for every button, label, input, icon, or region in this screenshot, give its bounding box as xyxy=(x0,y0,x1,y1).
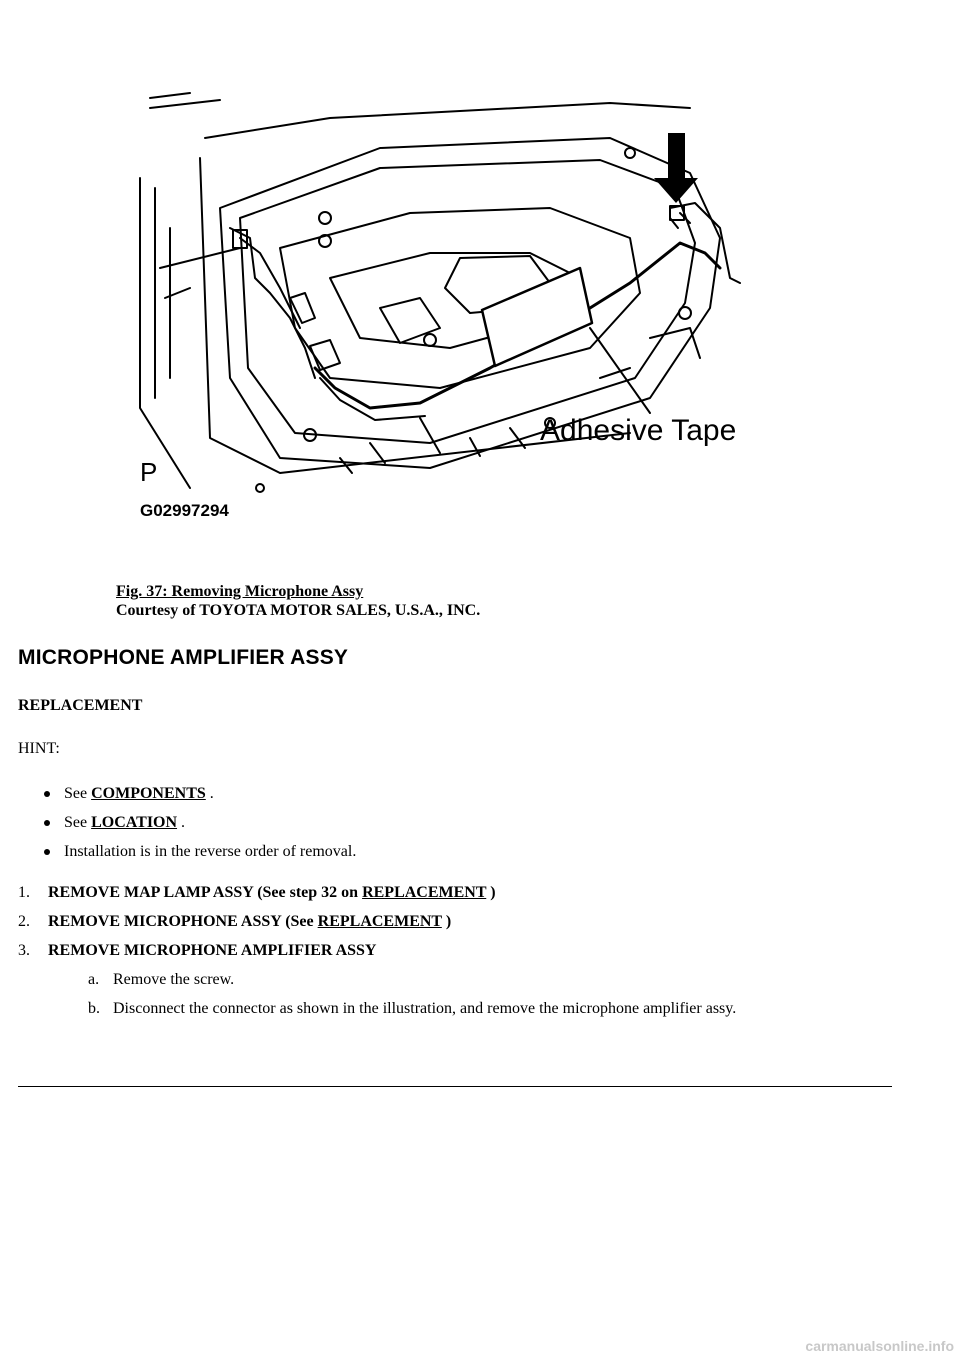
callout-label: Adhesive Tape xyxy=(540,414,737,447)
arrow-down-icon xyxy=(654,133,698,203)
location-link[interactable]: LOCATION xyxy=(91,814,178,831)
horizontal-divider xyxy=(18,1086,892,1087)
list-item: Installation is in the reverse order of removal. xyxy=(44,842,356,871)
bullet-icon xyxy=(44,791,50,797)
step-item: 3. REMOVE MICROPHONE AMPLIFIER ASSY xyxy=(18,942,377,959)
step-item: 1. REMOVE MAP LAMP ASSY (See step 32 on REPLACEMENT ) xyxy=(18,884,496,901)
bullet-icon xyxy=(44,849,50,855)
replacement-link[interactable]: REPLACEMENT xyxy=(362,884,487,901)
corner-label: P xyxy=(140,457,158,487)
list-item: See LOCATION . xyxy=(44,813,356,842)
list-item: See COMPONENTS . xyxy=(44,784,356,813)
figure-caption xyxy=(116,582,480,620)
figure-code: G02997294 xyxy=(140,501,229,520)
substep-item: b. Disconnect the connector as shown in the illustration, and remove the microphone amplifier assy. xyxy=(88,1000,737,1017)
bullet-icon xyxy=(44,820,50,826)
watermark: carmanualsonline.info xyxy=(805,1338,954,1354)
illustration-figure xyxy=(130,78,760,528)
hint-list xyxy=(44,784,356,871)
substep-item: a. Remove the screw. xyxy=(88,971,235,988)
section-title: MICROPHONE AMPLIFIER ASSY xyxy=(18,646,349,669)
replacement-link[interactable]: REPLACEMENT xyxy=(317,913,442,930)
subheading: REPLACEMENT xyxy=(18,697,143,714)
hint-label: HINT: xyxy=(18,740,60,757)
substep-list xyxy=(88,970,736,1028)
step-list xyxy=(18,883,496,970)
microphone-assy-illustration xyxy=(130,78,760,528)
figure-title-link[interactable]: Fig. 37: Removing Microphone Assy xyxy=(116,583,364,600)
components-link[interactable]: COMPONENTS xyxy=(91,785,206,802)
courtesy-line: Courtesy of TOYOTA MOTOR SALES, U.S.A., INC. xyxy=(116,602,481,619)
step-item: 2. REMOVE MICROPHONE ASSY (See REPLACEMENT ) xyxy=(18,913,452,930)
